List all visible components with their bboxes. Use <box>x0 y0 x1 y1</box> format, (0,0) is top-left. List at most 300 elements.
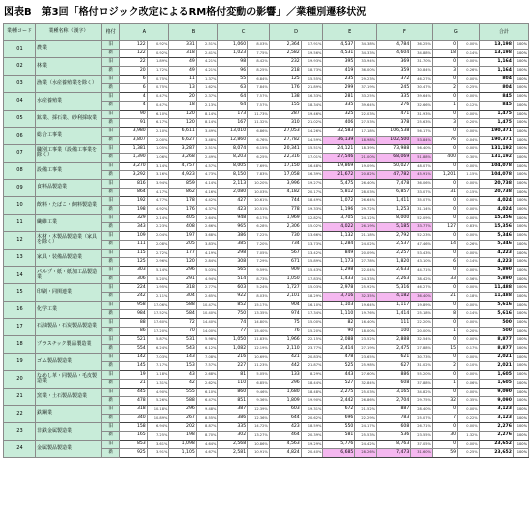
cell-total: 5,890 <box>479 275 513 284</box>
cell-percent: 19.33% <box>301 206 323 215</box>
cell-count: 1,966 <box>269 336 301 345</box>
cell-percent: 27.78% <box>355 258 377 267</box>
rating-kind: 旧 <box>102 197 120 206</box>
cell-percent: 2.51% <box>196 145 218 154</box>
cell-count: 303 <box>120 266 147 275</box>
cell-percent: 0.00% <box>458 319 480 328</box>
cell-count: 1,680 <box>269 388 301 397</box>
cell-count: 5,475 <box>323 180 355 189</box>
cell-total-percent: 100% <box>513 119 528 128</box>
industry-code: 22 <box>4 405 36 422</box>
cell-percent: 0.00% <box>458 197 480 206</box>
cell-total: 104,078 <box>479 162 513 171</box>
cell-percent: 6.10% <box>147 110 169 119</box>
cell-count: 0 <box>432 93 457 102</box>
cell-count: 86 <box>120 327 147 336</box>
cell-percent: 0.92% <box>147 49 169 58</box>
cell-count: 2,537 <box>377 240 411 249</box>
cell-count: 224 <box>120 284 147 293</box>
cell-percent: 56.17% <box>411 127 433 136</box>
industry-name: 漁業（水産養殖業を除く） <box>35 75 101 92</box>
cell-count: 176 <box>269 84 301 93</box>
cell-percent: 36.25% <box>411 41 433 50</box>
cell-count: 0 <box>432 75 457 84</box>
cell-percent: 22.15% <box>301 336 323 345</box>
cell-percent: 20.09% <box>355 249 377 258</box>
cell-count: 318 <box>169 284 196 293</box>
cell-count: 109 <box>120 232 147 241</box>
cell-percent: 51.88% <box>411 153 433 162</box>
cell-percent: 9.48% <box>196 405 218 414</box>
cell-count: 63 <box>218 84 248 93</box>
cell-percent: 14.72% <box>248 423 270 432</box>
cell-count: 331 <box>169 41 196 50</box>
cell-count: 59 <box>432 449 457 458</box>
cell-total-percent: 100% <box>513 145 528 154</box>
cell-percent: 9.59% <box>248 266 270 275</box>
cell-percent: 19.64% <box>355 301 377 310</box>
cell-count: 369 <box>377 58 411 67</box>
cell-count: 851 <box>218 397 248 406</box>
cell-count: 120 <box>169 258 196 267</box>
cell-count: 299 <box>323 84 355 93</box>
industry-code: 03 <box>4 75 36 92</box>
cell-count: 173 <box>218 110 248 119</box>
cell-percent: 12.82% <box>301 214 323 223</box>
cell-percent: 37.19% <box>355 84 377 93</box>
cell-percent: 6.47% <box>196 397 218 406</box>
cell-percent: 8.29% <box>301 371 323 380</box>
cell-count: 13,010 <box>218 127 248 136</box>
cell-total-percent: 100% <box>513 188 528 197</box>
cell-count: 4,182 <box>377 292 411 301</box>
cell-percent: 27.60% <box>355 371 377 380</box>
cell-percent: 4.17% <box>147 188 169 197</box>
industry-code: 12 <box>4 232 36 249</box>
cell-percent: 22.29% <box>355 414 377 423</box>
cell-count: 0 <box>432 197 457 206</box>
cell-count: 15 <box>432 345 457 354</box>
cell-count: 276 <box>377 101 411 110</box>
cell-count: 386 <box>218 414 248 423</box>
cell-total: 23,652 <box>479 440 513 449</box>
cell-percent: 0.00% <box>458 284 480 293</box>
header-col-c: C <box>218 24 269 41</box>
cell-total-percent: 100% <box>513 153 528 162</box>
cell-count: 778 <box>269 206 301 215</box>
cell-total-percent: 100% <box>513 41 528 50</box>
cell-percent: 1.32% <box>458 431 480 440</box>
rating-kind: 新 <box>102 327 120 336</box>
header-kind: 格付 <box>102 24 120 41</box>
cell-percent: 2.51% <box>196 41 218 50</box>
cell-percent: 16.10% <box>301 301 323 310</box>
cell-total: 131,192 <box>479 153 513 162</box>
cell-count: 1,023 <box>218 49 248 58</box>
rating-kind: 新 <box>102 240 120 249</box>
cell-count: 0 <box>432 353 457 362</box>
table-row <box>4 75 529 84</box>
cell-count: 2,581 <box>218 449 248 458</box>
cell-percent: 0.00% <box>458 232 480 241</box>
cell-count: 49 <box>169 67 196 76</box>
cell-percent: 31.02% <box>411 362 433 371</box>
cell-count: 8,150 <box>218 171 248 180</box>
cell-count: 122 <box>120 41 147 50</box>
cell-count: 176 <box>169 206 196 215</box>
cell-percent: 31.14% <box>411 206 433 215</box>
cell-percent: 17.34% <box>301 310 323 319</box>
rating-kind: 新 <box>102 119 120 128</box>
cell-count: 167 <box>218 119 248 128</box>
cell-count: 2,414 <box>323 345 355 354</box>
cell-count: 0 <box>432 214 457 223</box>
cell-count: 27,053 <box>269 127 301 136</box>
cell-percent: 0.10% <box>458 362 480 371</box>
cell-percent: 25.98% <box>355 362 377 371</box>
cell-percent: 2.37% <box>196 93 218 102</box>
cell-count: 296 <box>169 405 196 414</box>
cell-percent: 5.03% <box>196 266 218 275</box>
industry-name: 窯業・土石製品製造業 <box>35 388 101 405</box>
cell-percent: 13.42% <box>301 249 323 258</box>
cell-percent: 6.24% <box>147 345 169 354</box>
cell-count: 816 <box>120 180 147 189</box>
cell-total-percent: 100% <box>513 301 528 310</box>
cell-count: 20 <box>120 67 147 76</box>
cell-count: 3,287 <box>169 145 196 154</box>
cell-count: 3 <box>432 67 457 76</box>
table-body <box>4 41 529 458</box>
rating-kind: 旧 <box>102 371 120 380</box>
rating-kind: 旧 <box>102 180 120 189</box>
cell-percent: 12.19% <box>248 345 270 354</box>
cell-percent: 0.06% <box>458 379 480 388</box>
cell-count: 8,000 <box>377 214 411 223</box>
cell-percent: 0.56% <box>458 275 480 284</box>
cell-percent: 19.29% <box>301 440 323 449</box>
cell-percent: 6.76% <box>248 136 270 145</box>
table-row <box>4 371 529 380</box>
cell-count: 8,763 <box>377 440 411 449</box>
industry-name: プラスチック製品製造業 <box>35 336 101 353</box>
cell-count: 478 <box>120 397 147 406</box>
cell-count: 0 <box>432 284 457 293</box>
cell-count: 1 <box>432 101 457 110</box>
cell-total-percent: 100% <box>513 249 528 258</box>
cell-count: 922 <box>218 292 248 301</box>
cell-total: 1,164 <box>479 67 513 76</box>
cell-count: 49 <box>169 58 196 67</box>
cell-percent: 0.00% <box>458 41 480 50</box>
cell-count: 423 <box>218 206 248 215</box>
cell-percent: 5.98% <box>196 336 218 345</box>
cell-count: 2,568 <box>218 440 248 449</box>
cell-count: 2,263 <box>377 275 411 284</box>
cell-percent: 15.40% <box>248 327 270 336</box>
cell-count: 4 <box>120 93 147 102</box>
cell-count: 68,069 <box>377 153 411 162</box>
cell-count: 4,022 <box>323 223 355 232</box>
cell-percent: 0.83% <box>458 223 480 232</box>
cell-count: 306 <box>120 275 147 284</box>
cell-percent: 30.47% <box>411 84 433 93</box>
cell-percent: 0.30% <box>458 153 480 162</box>
cell-count: 385 <box>218 240 248 249</box>
cell-total-percent: 100% <box>513 405 528 414</box>
cell-percent: 0.00% <box>458 405 480 414</box>
cell-count: 1,173 <box>323 258 355 267</box>
cell-percent: 29.75% <box>411 397 433 406</box>
table-row <box>4 423 529 432</box>
cell-count: 554 <box>120 345 147 354</box>
cell-total: 2,021 <box>479 353 513 362</box>
cell-count: 2,633 <box>377 266 411 275</box>
cell-count: 296 <box>269 379 301 388</box>
cell-count: 4,531 <box>323 49 355 58</box>
cell-percent: 4.73% <box>196 171 218 180</box>
cell-percent: 25.92% <box>355 284 377 293</box>
cell-total: 1,475 <box>479 110 513 119</box>
cell-count: 19,869 <box>323 162 355 171</box>
cell-count: 5,316 <box>377 284 411 293</box>
cell-count: 3,716 <box>323 292 355 301</box>
table-row <box>4 180 529 189</box>
cell-count: 0 <box>432 249 457 258</box>
cell-percent: 29.23% <box>355 75 377 84</box>
cell-percent: 14.40% <box>196 319 218 328</box>
cell-count: 442 <box>269 362 301 371</box>
cell-percent: 0.15% <box>458 188 480 197</box>
cell-count: 1,390 <box>120 153 147 162</box>
cell-total-percent: 100% <box>513 440 528 449</box>
cell-count: 750 <box>218 310 248 319</box>
cell-percent: 23.55% <box>411 431 433 440</box>
cell-count: 0 <box>432 405 457 414</box>
cell-count: 904 <box>269 301 301 310</box>
cell-count: 853 <box>120 440 147 449</box>
cell-total-percent: 100% <box>513 275 528 284</box>
cell-count: 27,546 <box>323 153 355 162</box>
rating-kind: 新 <box>102 206 120 215</box>
cell-total: 1,605 <box>479 371 513 380</box>
cell-percent: 33.94% <box>355 58 377 67</box>
industry-name: 木材・木製品製造業（家具を除く） <box>35 232 101 249</box>
table-row <box>4 93 529 102</box>
cell-percent: 32.54% <box>411 336 433 345</box>
cell-percent: 35.07% <box>411 197 433 206</box>
cell-percent: 4.64% <box>196 440 218 449</box>
cell-count: 216 <box>218 353 248 362</box>
cell-count: 192 <box>120 197 147 206</box>
cell-count: 0 <box>432 162 457 171</box>
cell-percent: 21.00% <box>355 153 377 162</box>
cell-percent: 2.49% <box>196 153 218 162</box>
cell-count: 138 <box>269 93 301 102</box>
industry-code: 11 <box>4 214 36 231</box>
table-row <box>4 145 529 154</box>
header-col-g: G <box>432 24 479 41</box>
rating-kind: 旧 <box>102 319 120 328</box>
cell-total: 845 <box>479 93 513 102</box>
cell-percent: 0.00% <box>458 93 480 102</box>
cell-percent: 7.84% <box>248 84 270 93</box>
cell-percent: 0.25% <box>458 84 480 93</box>
cell-count: 122 <box>120 49 147 58</box>
rating-kind: 新 <box>102 310 120 319</box>
cell-percent: 39.64% <box>355 101 377 110</box>
cell-count: 464 <box>269 431 301 440</box>
cell-percent: 0.00% <box>458 214 480 223</box>
cell-count: 8 <box>432 310 457 319</box>
cell-percent: 0.14% <box>458 310 480 319</box>
cell-total: 20,738 <box>479 188 513 197</box>
cell-percent: 0.00% <box>458 388 480 397</box>
cell-percent: 16.40% <box>355 319 377 328</box>
cell-total-percent: 100% <box>513 371 528 380</box>
cell-count: 1,727 <box>269 284 301 293</box>
cell-count: 849 <box>323 249 355 258</box>
cell-total-percent: 100% <box>513 67 528 76</box>
cell-percent: 5.24% <box>248 284 270 293</box>
cell-count: 1 <box>432 327 457 336</box>
cell-count: 443 <box>323 371 355 380</box>
cell-count: 2,442 <box>323 397 355 406</box>
cell-percent: 27.53% <box>355 119 377 128</box>
cell-count: 98 <box>218 58 248 67</box>
cell-percent: 2.04% <box>147 232 169 241</box>
cell-count: 125 <box>269 75 301 84</box>
cell-percent: 34.82% <box>411 388 433 397</box>
cell-count: 153 <box>169 362 196 371</box>
cell-count: 860 <box>218 388 248 397</box>
cell-count: 4,182 <box>269 188 301 197</box>
cell-count: 232 <box>269 58 301 67</box>
cell-count: 177 <box>169 249 196 258</box>
cell-percent: 11.23% <box>248 362 270 371</box>
cell-count: 115 <box>120 249 147 258</box>
cell-count: 4,824 <box>269 449 301 458</box>
cell-percent: 12.39% <box>248 405 270 414</box>
cell-count: 106,538 <box>377 127 411 136</box>
rating-kind: 新 <box>102 258 120 267</box>
cell-total-percent: 100% <box>513 93 528 102</box>
cell-count: 81 <box>218 371 248 380</box>
cell-count: 47,782 <box>377 171 411 180</box>
header-col-b: B <box>169 24 218 41</box>
cell-count: 4,923 <box>169 171 196 180</box>
industry-code: 15 <box>4 284 36 301</box>
rating-kind: 新 <box>102 345 120 354</box>
cell-percent: 44.71% <box>411 266 433 275</box>
cell-count: 0 <box>432 58 457 67</box>
cell-percent: 1.05% <box>147 145 169 154</box>
cell-count: 1,105 <box>169 449 196 458</box>
industry-name: ゴム製品製造業 <box>35 353 101 370</box>
cell-count: 267 <box>169 414 196 423</box>
cell-percent: 18.48% <box>301 388 323 397</box>
cell-count: 3,980 <box>120 127 147 136</box>
cell-count: 31 <box>432 188 457 197</box>
industry-code: 24 <box>4 440 36 457</box>
cell-percent: 2.77% <box>196 284 218 293</box>
cell-count: 340 <box>120 414 147 423</box>
cell-percent: 10.18% <box>147 405 169 414</box>
cell-count: 1,103 <box>323 301 355 310</box>
cell-count: 158 <box>120 423 147 432</box>
cell-percent: 7.57% <box>248 93 270 102</box>
cell-count: 588 <box>169 301 196 310</box>
page-title: 図表B 第3回「格付ロジック改定によるRM格付変動の影響」／業種別遷移状況 <box>4 7 367 18</box>
cell-count: 0 <box>432 127 457 136</box>
cell-percent: 2.66% <box>196 223 218 232</box>
cell-percent: 38.42% <box>411 275 433 284</box>
cell-percent: 0.00% <box>458 266 480 275</box>
rating-kind: 新 <box>102 431 120 440</box>
cell-count: 408 <box>169 223 196 232</box>
cell-percent: 15.03% <box>301 284 323 293</box>
cell-percent: 8.25% <box>248 67 270 76</box>
cell-count: 672 <box>323 405 355 414</box>
cell-count: 948 <box>218 214 248 223</box>
cell-count: 74 <box>218 319 248 328</box>
table-header-row <box>4 24 529 41</box>
cell-count: 974 <box>269 310 301 319</box>
industry-name: なめし革・同製品・毛皮製造業 <box>35 371 101 388</box>
industry-code: 09 <box>4 180 36 197</box>
cell-total-percent: 100% <box>513 292 528 301</box>
cell-percent: 33.25% <box>355 93 377 102</box>
cell-count: 100 <box>377 327 411 336</box>
cell-percent: 20.17% <box>301 188 323 197</box>
cell-percent: 7.25% <box>147 431 169 440</box>
cell-count: 7,473 <box>377 449 411 458</box>
cell-count: 1,098 <box>169 440 196 449</box>
industry-code: 16 <box>4 301 36 318</box>
cell-count: 1,050 <box>269 275 301 284</box>
cell-count: 386 <box>218 232 248 241</box>
rating-kind: 新 <box>102 379 120 388</box>
cell-count: 310 <box>269 119 301 128</box>
cell-percent: 26.86% <box>355 397 377 406</box>
industry-code: 14 <box>4 266 36 283</box>
cell-count: 3,705 <box>323 214 355 223</box>
cell-percent: 2.14% <box>147 214 169 223</box>
cell-total: 500 <box>479 327 513 336</box>
cell-percent: 0.00% <box>458 180 480 189</box>
table-row <box>4 353 529 362</box>
cell-percent: 19.56% <box>301 49 323 58</box>
cell-count: 584 <box>169 310 196 319</box>
rating-kind: 新 <box>102 171 120 180</box>
cell-count: 1,298 <box>323 266 355 275</box>
rating-kind: 旧 <box>102 440 120 449</box>
rating-kind: 旧 <box>102 249 120 258</box>
cell-count: 0 <box>432 388 457 397</box>
cell-count: 242 <box>120 292 147 301</box>
table-row <box>4 301 529 310</box>
industry-code: 13 <box>4 249 36 266</box>
cell-percent: 4.37% <box>196 206 218 215</box>
cell-total: 2,276 <box>479 431 513 440</box>
cell-percent: 6.28% <box>248 223 270 232</box>
cell-percent: 56.40% <box>411 145 433 154</box>
cell-percent: 3.14% <box>147 162 169 171</box>
cell-percent: 19.31% <box>301 405 323 414</box>
cell-count: 287 <box>269 110 301 119</box>
cell-percent: 0.22% <box>458 414 480 423</box>
industry-code: 06 <box>4 127 36 144</box>
